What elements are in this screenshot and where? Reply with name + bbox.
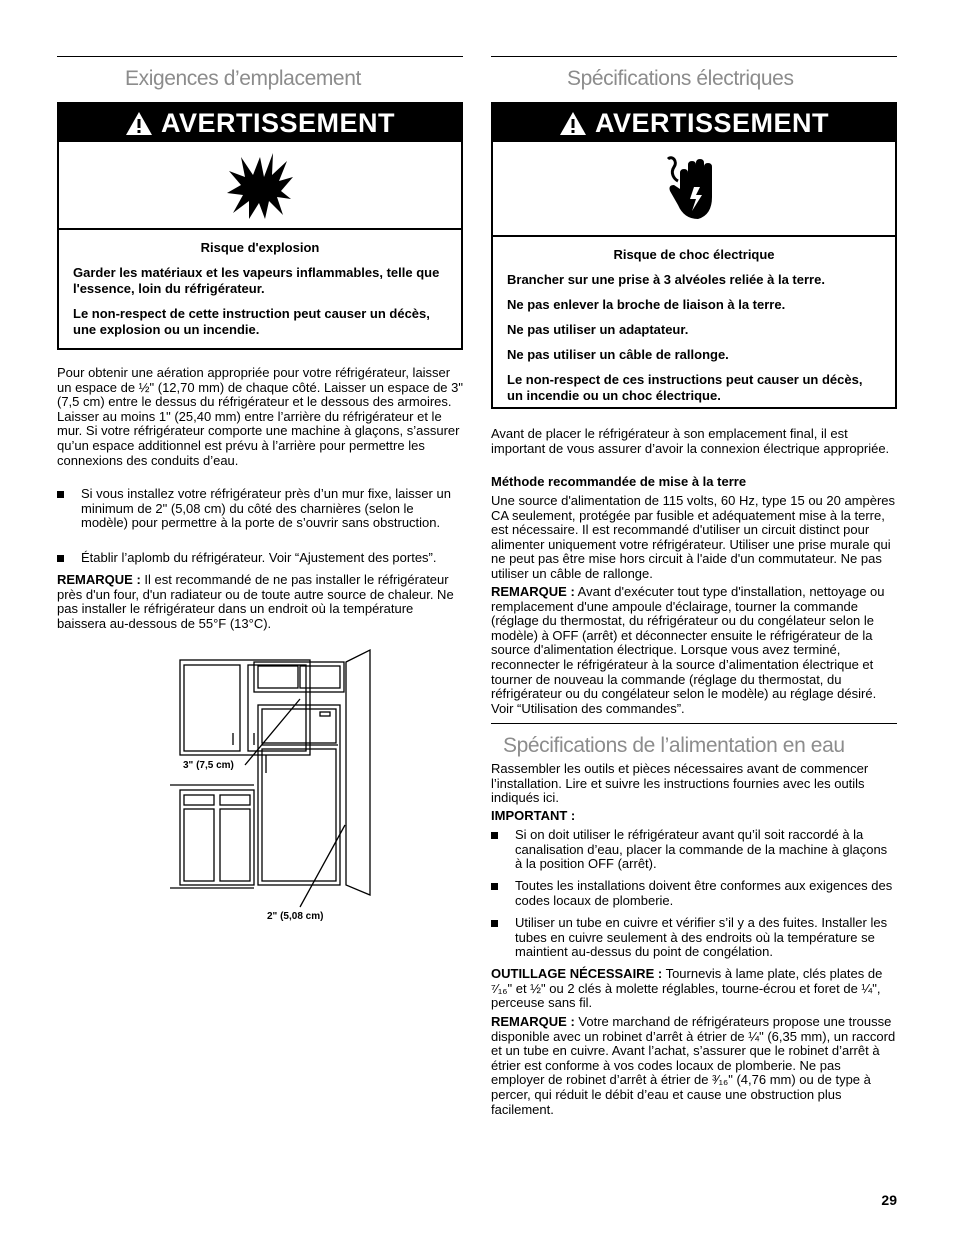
remark-label: REMARQUE : [491,584,575,599]
electrical-intro: Avant de placer le réfrigérateur à son emplacement final, il est important de vous assurer d’avoir la connexion électrique appropriée. [491,426,890,456]
tools-needed [491,967,897,1011]
electrical-remark [491,585,897,716]
warning-line: Brancher sur une prise à 3 alvéoles reliée à la terre. [507,272,825,287]
bullet-icon [491,883,498,890]
warning-line: Garder les matériaux et les vapeurs inflammables, telle que l'essence, loin du réfrigérateur. [73,265,440,296]
electric-shock-hand-icon [664,153,724,225]
bullet-text: Si on doit utiliser le réfrigérateur avant qu’il soit raccordé à la canalisation d’eau, placer la commande de la machine à glaçons à la position OFF (arrêt). [515,827,888,872]
warning-triangle-icon [125,110,153,136]
warning-title: Risque de choc électrique [613,247,775,262]
electric-shock-picture [493,142,895,237]
section-title-water-supply: Spécifications de l’alimentation en eau [503,734,845,757]
location-intro: Pour obtenir une aération appropriée pour votre réfrigérateur, laisser un espace de ½" (12,70 mm) de chaque côté. Laisser un espace de 3" (7,5 cm) entre le dessus du réfrigérateur et le dessous des armoires. Laisser au moins 1" (25,40 mm) entre l’arrière du réfrigérateur et le mur. Si votre réfrigérateur comporte une machine à glaçons, s’assurer qu’un espace additionnel est prévu à l’arrière pour permettre les connexions des conduits d’eau. [57,365,463,468]
tools-label: OUTILLAGE NÉCESSAIRE : [491,966,663,981]
figure-label-side-clearance: 2" (5,08 cm) [267,911,324,922]
bullet-icon [491,920,498,927]
bullet-icon [491,832,498,839]
warning-line: Ne pas utiliser un câble de rallonge. [507,347,729,362]
page-number: 29 [881,1192,897,1208]
top-rule-right [491,56,897,57]
bullet-text: Toutes les installations doivent être conformes aux exigences des codes locaux de plomberie. [515,878,893,908]
remark-text: Votre marchand de réfrigérateurs propose une trousse disponible avec un robinet d’arrêt à étrier de ¼" (6,35 mm), un raccord et un tube en cuivre. Avant l’achat, s’assurer que le robinet d’arrêt à étrier est conforme à vos codes locaux de plomberie. Ne pas employer de robinet d’arrêt à étrier de ³⁄₁₆" (4,76 mm) ou de type à percer, qui réduit le débit d’eau et cause une obstruction plus facilement. [491,1014,896,1117]
warning-box-electric-shock [491,102,897,409]
warning-heading-text: AVERTISSEMENT [594,107,830,138]
section-title-location: Exigences d’emplacement [125,67,361,90]
tools-text: Tournevis à lame plate, clés plates de ⁷⁄₁₆" et ½" ou 2 clés à molette réglables, tourne-écrou et foret de ¼", perceuse sans fil. [491,966,883,1011]
list-item [491,828,897,872]
grounding-method-text: Une source d'alimentation de 115 volts, 60 Hz, type 15 ou 20 ampères CA seulement, protégée par fusible et adéquatement mise à la terre, est nécessaire. Il est recommandé d'utiliser un circuit distinct pour alimenter uniquement votre réfrigérateur. Utiliser une prise murale qui ne peut pas être mise hors circuit à l'aide d'un commutateur. Ne pas utiliser un câble de rallonge. [491,493,896,581]
warning-text [493,237,895,404]
clearance-illustration [170,645,380,930]
warning-triangle-icon [559,110,587,136]
remark-text: Avant d'exécuter tout type d'installation, nettoyage ou remplacement d'une ampoule d'éclairage, tourner la commande (réglage du thermostat, du réfrigérateur ou du congélateur selon le modèle) à OFF (arrêt) et déconnecter ensuite le réfrigérateur de la source d'alimentation électrique. Lorsque vous avez terminé, reconnecter le réfrigérateur à la source d’alimentation électrique et tourner de nouveau la commande (réglage du thermostat, du réfrigérateur ou du congélateur selon le modèle) au réglage désiré. Voir “Utilisation des commandes”. [491,584,885,716]
water-intro: Rassembler les outils et pièces nécessaires avant de commencer l’installation. Lire et suivre les instructions fournies avec les outils indiqués ici. [491,761,869,806]
list-item [57,551,463,566]
warning-title: Risque d'explosion [200,240,320,255]
warning-box-explosion [57,102,463,350]
section-title-electrical: Spécifications électriques [567,67,794,90]
water-remark [491,1015,897,1117]
remark-text: Il est recommandé de ne pas installer le réfrigérateur près d'un four, d'un radiateur ou de toute autre source de chaleur. Ne pas installer le réfrigérateur dans un endroit où la température baissera au-dessous de 55°F (13°C). [57,572,454,631]
warning-line: Ne pas utiliser un adaptateur. [507,322,689,337]
bullet-text: Établir l’aplomb du réfrigérateur. Voir “Ajustement des portes”. [81,550,437,565]
list-item [491,916,897,960]
explosion-picture [59,142,461,230]
figure-label-top-clearance: 3" (7,5 cm) [183,760,234,771]
warning-line: Le non-respect de ces instructions peut causer un décès, un incendie ou un choc électrique. [507,372,863,403]
remark-label: REMARQUE : [57,572,141,587]
list-item [57,487,463,531]
warning-heading [493,104,895,142]
bullet-text: Utiliser un tube en cuivre et vérifier s’il y a des fuites. Installer les tubes en cuivre seulement à des endroits où la température se maintient au-dessus du point de congélation. [515,915,888,960]
bullet-icon [57,555,64,562]
bullet-icon [57,491,64,498]
top-rule-left [57,56,463,57]
warning-heading-text: AVERTISSEMENT [160,107,396,138]
warning-text [59,230,461,338]
list-item [491,879,897,908]
remark-label: REMARQUE : [491,1014,575,1029]
warning-line: Le non-respect de cette instruction peut causer un décès, une explosion ou un incendie. [73,306,430,337]
grounding-method-title: Méthode recommandée de mise à la terre [491,474,747,489]
section-divider [491,723,897,724]
warning-line: Ne pas enlever la broche de liaison à la terre. [507,297,786,312]
location-remark [57,573,463,631]
warning-heading [59,104,461,142]
bullet-text: Si vous installez votre réfrigérateur près d’un mur fixe, laisser un minimum de 2" (5,08 cm) du côté des charnières (selon le modèle) pour permettre à la porte de s’ouvrir sans obstruction. [81,486,451,531]
explosion-icon [225,149,295,221]
important-label: IMPORTANT : [491,808,576,823]
